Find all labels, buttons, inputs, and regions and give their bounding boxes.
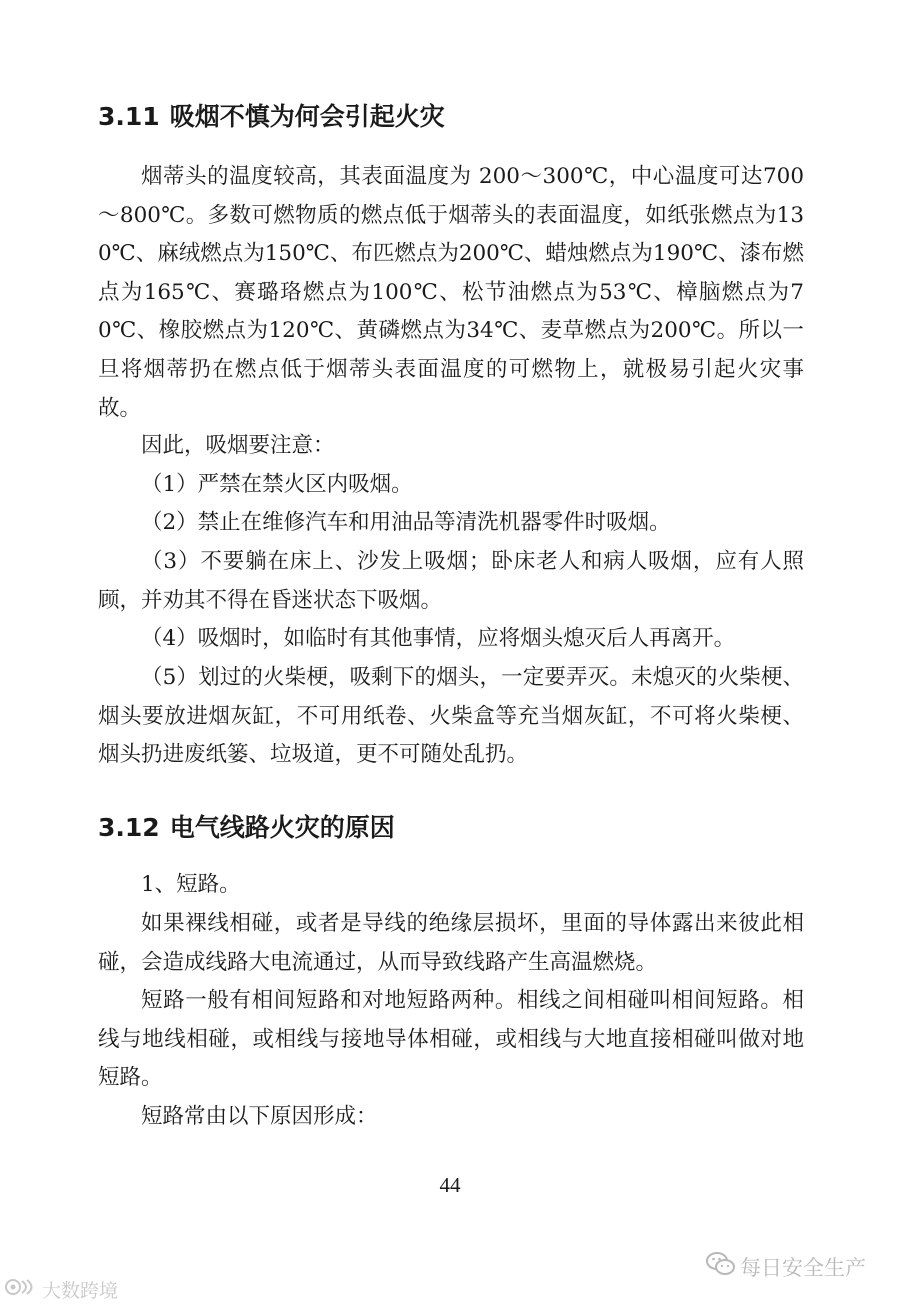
section-title: 吸烟不慎为何会引起火灾 — [169, 102, 445, 131]
list-item-1: （1）严禁在禁火区内吸烟。 — [141, 472, 413, 497]
page-number: 44 — [439, 1173, 461, 1197]
paragraph-bare-wire: 如果裸线相碰，或者是导线的绝缘层损坏，里面的导体露出来彼此相碰，会造成线路大电流通过，从而导致线路产生高温燃烧。 — [98, 911, 804, 975]
section-title: 电气线路火灾的原因 — [169, 813, 395, 842]
list-item-4: （4）吸烟时，如临时有其他事情，应将烟头熄灭后人再离开。 — [141, 626, 736, 651]
paragraph-short-circuit-label: 1、短路。 — [141, 872, 241, 897]
logo-icon — [4, 1277, 38, 1302]
section-heading-3-11 — [98, 101, 445, 133]
watermark-right-text: 每日安全生产 — [740, 1255, 866, 1280]
watermark-left-text: 大数跨境 — [42, 1280, 119, 1302]
paragraph-cigarette-temperature: 烟蒂头的温度较高，其表面温度为 200～300℃，中心温度可达700～800℃。多数可燃物质的燃点低于烟蒂头的表面温度，如纸张燃点为130℃、麻绒燃点为150℃、布匹燃点为200℃、蜡烛燃点为190℃、漆布燃点为165℃、赛璐珞燃点为100℃、松节油燃点为53℃、樟脑燃点为70℃、橡胶燃点为120℃、黄磷燃点为34℃、麦草燃点为200℃。所以一旦将烟蒂扔在燃点低于烟蒂头表面温度的可燃物上，就极易引起火灾事故。 — [98, 164, 804, 421]
list-item-2: （2）禁止在维修汽车和用油品等清洗机器零件时吸烟。 — [141, 510, 671, 535]
watermark-right — [706, 1251, 866, 1282]
paragraph-short-circuit-causes: 短路常由以下原因形成： — [141, 1104, 378, 1129]
list-item-3: （3）不要躺在床上、沙发上吸烟；卧床老人和病人吸烟，应有人照顾，并劝其不得在昏迷状态下吸烟。 — [98, 549, 804, 613]
wechat-icon — [706, 1251, 736, 1282]
list-item-5: （5）划过的火柴梗，吸剩下的烟头，一定要弄灭。未熄灭的火柴梗、烟头要放进烟灰缸，不可用纸卷、火柴盒等充当烟灰缸，不可将火柴梗、烟头扔进废纸篓、垃圾道，更不可随处乱扔。 — [98, 665, 804, 768]
watermark-left — [4, 1276, 118, 1303]
section-number: 3.12 — [98, 813, 160, 842]
paragraph-smoking-notice: 因此，吸烟要注意： — [141, 433, 335, 458]
section-number: 3.11 — [98, 102, 160, 131]
paragraph-short-circuit-types: 短路一般有相间短路和对地短路两种。相线之间相碰叫相间短路。相线与地线相碰，或相线与接地导体相碰，或相线与大地直接相碰叫做对地短路。 — [98, 988, 804, 1091]
section-heading-3-12 — [98, 812, 395, 844]
